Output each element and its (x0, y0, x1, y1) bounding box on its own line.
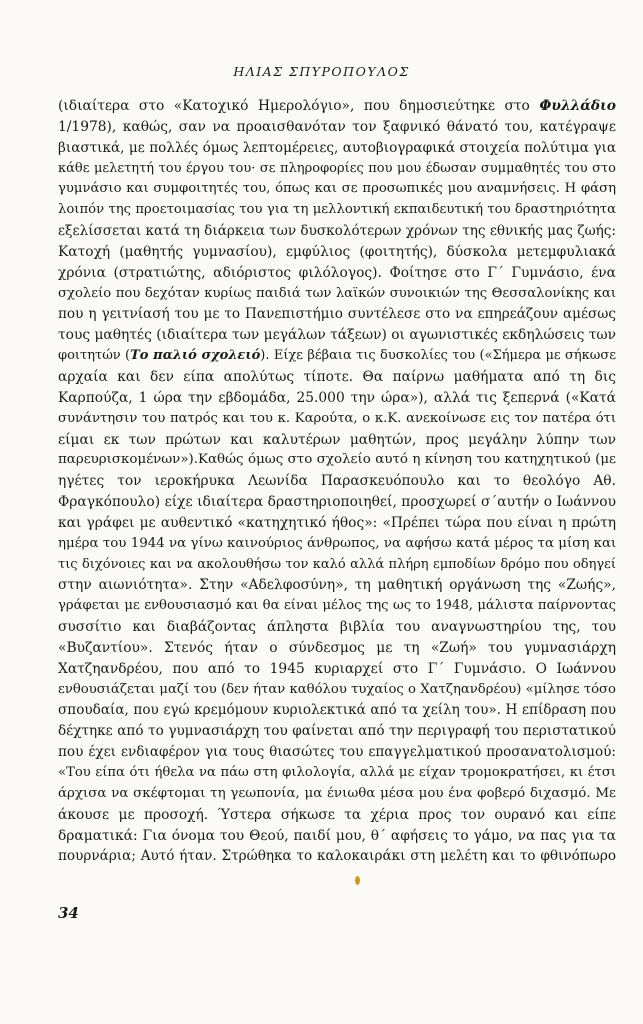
text-line: ημέρα του 1944 να γίνω καινούριος άνθρωπος, να αφήσω κατά μέρος τα μίση και (58, 535, 616, 551)
text-line: Κατοχή (μαθητής γυμνασίου), εμφύλιος (φοιτητής), δύσκολα μετεμφυλιακά (58, 243, 616, 260)
text-line: «Του είπα ότι ήθελα να πάω στη φιλολογία, αλλά με είχαν τρομοκρατήσει, κι έτσι (58, 765, 616, 780)
page-number: 34 (58, 904, 79, 922)
text-line: αρχαία και δεν είπα απολύτως τίποτε. Θα παίρνω μαθήματα από τη δις (58, 368, 616, 385)
text-line: φοιτητών (Το παλιό σχολειό). Είχε βέβαια τις δυσκολίες του («Σήμερα με σήκωσε (58, 348, 616, 364)
text-line: Φραγκόπουλο) είχε ιδιαίτερα δραστηριοποιηθεί, προσχωρεί σ΄αυτήν ο Ιωάννου (58, 494, 616, 511)
text-line: γυμνάσιο και συμφοιτητές του, όπως και σε προσωπικές μου αναμνήσεις. Η φάση (58, 181, 616, 197)
text-line: γράφεται με ενθουσιασμό και θα είναι μέλος της ως το 1948, μάλιστα παίρνοντας (58, 598, 616, 614)
text-line: συσσίτιο και διαβάζοντας άπληστα βιβλία του αναγνωστηρίου της, του (58, 619, 616, 636)
text-line: Καρπούζα, 1 ώρα την εβδομάδα, 25.000 την ώρα»), αλλά τις ξεπερνά («Κατά (58, 389, 616, 406)
text-line: τους μαθητές (ιδιαίτερα των μεγάλων τάξεων) οι αγωνιστικές εκδηλώσεις των (58, 327, 616, 344)
text-line: βιαστικά, με πολλές όμως λεπτομέρειες, αυτοβιογραφικά στοιχεία πολύτιμα για (58, 139, 616, 156)
text-line: και γράφει με αυθεντικό «κατηχητικό ήθος»: «Πρέπει τώρα που είναι η πρώτη (58, 514, 616, 531)
text-line: που έχει ενδιαφέρον για τους θιασώτες του επαγγελματικού προσανατολισμού: (58, 744, 616, 761)
text-line: άκουσε με προσοχή. Ύστερα σήκωσε τα χέρια προς τον ουρανό και είπε (58, 806, 616, 823)
body-text (58, 96, 616, 867)
text-line: «Βυζαντίου». Στενός ήταν ο σύνδεσμος με τη «Ζωή» του γυμνασιάρχη (58, 639, 616, 656)
text-line: 1/1978), καθώς, σαν να προαισθανόταν τον ξαφνικό θάνατό του, κατέγραψε (58, 118, 616, 135)
text-line: τις διχόνοιες και να ακολουθήσω τον καλό αλλά πλήρη εμποδίων δρόμο που οδηγεί (58, 556, 616, 572)
text-line: ενθουσιάζεται μαζί του (δεν ήταν καθόλου τυχαίος ο Χατζηανδρέου) «μίλησε τόσο (58, 681, 616, 697)
text-line: δραματικά: Για όνομα του Θεού, παιδί μου, θ΄ αφήσεις το γάμο, να πας για τα (58, 827, 616, 844)
text-line: παρευρισκομένων»).Καθώς όμως στο σχολείο αυτό η κίνηση του κατηχητικού (με (58, 452, 616, 468)
text-line: πουρνάρια; Αυτό ήταν. Στρώθηκα το καλοκαιράκι στη μελέτη και το φθινόπωρο (58, 848, 616, 865)
text-line: άρχισα να σκέφτομαι τη γεωπονία, μα ένιωθα μέσα μου ένα φοβερό διχασμό. Με (58, 785, 616, 801)
text-line: (ιδιαίτερα στο «Κατοχικό Ημερολόγιο», που δημοσιεύτηκε στο Φυλλάδιο (58, 98, 616, 114)
text-line: εξελίσσεται κατά τη διάρκεια των δυσκολότερων χρόνων της εθνικής μας ζωής: (58, 223, 616, 240)
text-line: λοιπόν της προετοιμασίας του για τη μελλοντική εκπαιδευτική του δραστηριότητα (58, 202, 616, 218)
text-line: είμαι εκ των πρώτων και καλυτέρων μαθητών, προς μεγάλην λύπην των (58, 431, 616, 448)
text-line: σπουδαία, που εγώ κρεμόμουν κυριολεκτικά από τα χείλη του». Η επίδραση που (58, 702, 616, 719)
text-line: χρόνια (στρατιώτης, αδιόριστος φιλόλογος). Φοίτησε στο Γ΄ Γυμνάσιο, ένα (58, 264, 616, 281)
text-line: στην αιωνιότητα». Στην «Αδελφοσύνη», τη μαθητική οργάνωση της «Ζωής», (58, 577, 616, 594)
ink-mark (355, 876, 360, 885)
running-head: ΗΛΙΑΣ ΣΠΥΡΟΠΟΥΛΟΣ (233, 64, 410, 79)
text-line: σχολείο που δεχόταν κυρίως παιδιά των λαϊκών συνοικιών της Θεσσαλονίκης και (58, 285, 616, 301)
text-line: δέχτηκε από το γυμνασιάρχη του φαίνεται από την περιγραφή του περιστατικού (58, 723, 616, 740)
text-line: ηγέτες τον ιεροκήρυκα Λεωνίδα Παρασκευόπουλο και το θεολόγο Αθ. (58, 473, 616, 490)
text-line: συνάντησιν του πατρός και του κ. Καρούτα, ο κ.Κ. ανεκοίνωσε εις τον πατέρα ότι (58, 410, 616, 426)
text-line: κάθε μελετητή του έργου του· σε πληροφορίες που μου έδωσαν συμμαθητές του στο (58, 160, 616, 176)
text-line: Χατζηανδρέου, που από το 1945 κυριαρχεί στο Γ΄ Γυμνάσιο. Ο Ιωάννου (58, 660, 616, 677)
text-line: που η γειτνίασή του με το Πανεπιστήμιο συντέλεσε στο να επηρεάζουν αμέσως (58, 306, 616, 323)
